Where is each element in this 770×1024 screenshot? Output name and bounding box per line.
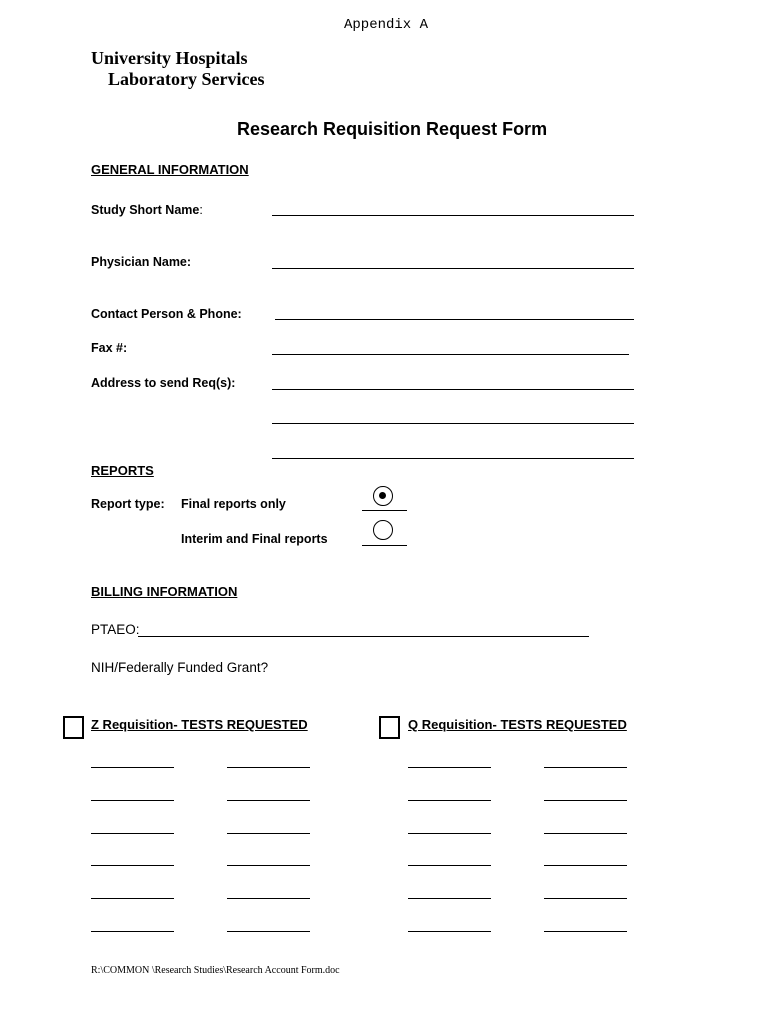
z-test-blank[interactable]	[91, 865, 174, 866]
radio-final-reports[interactable]	[373, 486, 393, 506]
q-test-blank[interactable]	[544, 833, 627, 834]
q-test-blank[interactable]	[408, 767, 491, 768]
ptaeo-field[interactable]	[138, 636, 589, 637]
appendix-label: Appendix A	[344, 17, 429, 33]
q-test-blank[interactable]	[408, 833, 491, 834]
radio-interim-underline	[362, 545, 407, 546]
q-test-blank[interactable]	[408, 865, 491, 866]
radio-selected-dot	[379, 492, 386, 499]
study-short-name-field[interactable]	[272, 215, 634, 216]
address-field-line2[interactable]	[272, 423, 634, 424]
q-test-blank[interactable]	[408, 931, 491, 932]
general-info-heading: GENERAL INFORMATION	[91, 162, 249, 177]
z-test-blank[interactable]	[91, 898, 174, 899]
q-test-blank[interactable]	[408, 898, 491, 899]
billing-heading: BILLING INFORMATION	[91, 584, 238, 599]
z-test-blank[interactable]	[227, 833, 310, 834]
report-type-label: Report type:	[91, 497, 165, 511]
grant-question: NIH/Federally Funded Grant?	[91, 660, 269, 675]
address-field-line3[interactable]	[272, 458, 634, 459]
q-requisition-checkbox[interactable]	[379, 716, 400, 739]
option-interim-label: Interim and Final reports	[181, 532, 328, 546]
reports-heading: REPORTS	[91, 463, 154, 478]
q-test-blank[interactable]	[544, 931, 627, 932]
org-name-line2: Laboratory Services	[108, 69, 265, 89]
z-requisition-label: Z Requisition- TESTS REQUESTED	[91, 717, 308, 732]
footer-file-path: R:\COMMON \Research Studies\Research Account Form.doc	[91, 965, 340, 976]
q-test-blank[interactable]	[544, 767, 627, 768]
option-final-label: Final reports only	[181, 497, 286, 511]
z-test-blank[interactable]	[227, 865, 310, 866]
q-test-blank[interactable]	[408, 800, 491, 801]
z-test-blank[interactable]	[91, 833, 174, 834]
z-test-blank[interactable]	[227, 931, 310, 932]
z-test-blank[interactable]	[227, 767, 310, 768]
org-name-line1: University Hospitals	[91, 48, 248, 68]
q-requisition-label: Q Requisition- TESTS REQUESTED	[408, 717, 627, 732]
contact-field[interactable]	[275, 319, 634, 320]
physician-name-label: Physician Name:	[91, 255, 192, 269]
z-test-blank[interactable]	[91, 931, 174, 932]
q-test-blank[interactable]	[544, 865, 627, 866]
ptaeo-label: PTAEO:	[91, 622, 140, 637]
fax-label: Fax #:	[91, 341, 128, 355]
fax-field[interactable]	[272, 354, 629, 355]
radio-final-underline	[362, 510, 407, 511]
q-test-blank[interactable]	[544, 800, 627, 801]
z-test-blank[interactable]	[91, 767, 174, 768]
radio-interim-reports[interactable]	[373, 520, 393, 540]
address-label: Address to send Req(s):	[91, 376, 236, 390]
z-test-blank[interactable]	[227, 898, 310, 899]
z-test-blank[interactable]	[227, 800, 310, 801]
contact-label: Contact Person & Phone:	[91, 307, 242, 321]
study-short-name-label: Study Short Name:	[91, 203, 203, 217]
physician-name-field[interactable]	[272, 268, 634, 269]
page-title: Research Requisition Request Form	[237, 119, 548, 139]
z-test-blank[interactable]	[91, 800, 174, 801]
address-field-line1[interactable]	[272, 389, 634, 390]
z-requisition-checkbox[interactable]	[63, 716, 84, 739]
q-test-blank[interactable]	[544, 898, 627, 899]
